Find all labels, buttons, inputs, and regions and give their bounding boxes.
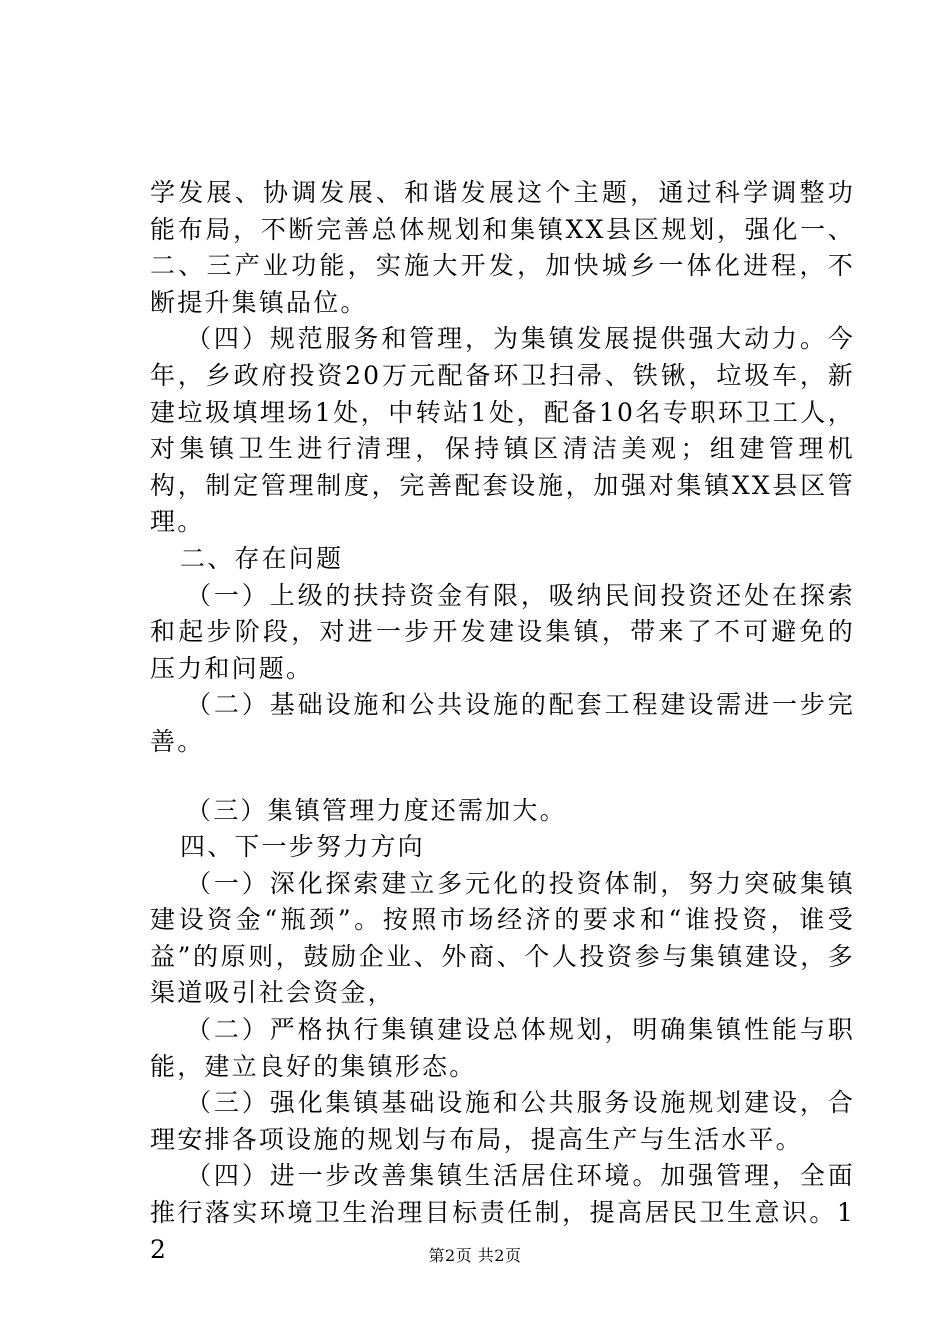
section-heading-next-steps: 四、下一步努力方向 [180, 832, 425, 862]
paragraph-problem-3: （三）集镇管理力度还需加大。 [186, 795, 567, 825]
paragraph-intro-continuation: 学发展、协调发展、和谐发展这个主题，通过科学调整功能布局，不断完善总体规划和集镇XX县区规划，强化一、二、三产业功能，实施大开发，加快城乡一体化进程，不断提升集镇品位。 [150, 178, 855, 317]
paragraph-service-management: （四）规范服务和管理，为集镇发展提供强大动力。今年，乡政府投资20万元配备环卫扫帚、铁锹，垃圾车，新建垃圾填埋场1处，中转站1处，配备10名专职环卫工人，对集镇卫生进行清理，保持镇区清洁美观；组建管理机构，制定管理制度，完善配套设施，加强对集镇XX县区管理。 [150, 324, 855, 537]
paragraph-problem-1: （一）上级的扶持资金有限，吸纳民间投资还处在探索和起步阶段，对进一步开发建设集镇，带来了不可避免的压力和问题。 [150, 580, 855, 683]
blank-line [150, 761, 855, 793]
paragraph-problem-2: （二）基础设施和公共设施的配套工程建设需进一步完善。 [150, 690, 855, 756]
paragraph-step-3: （三）强化集镇基础设施和公共服务设施规划建设，合理安排各项设施的规划与布局，提高生产与生活水平。 [150, 1088, 855, 1154]
document-body [150, 175, 855, 1268]
page-number-footer: 第2页 共2页 [428, 1246, 522, 1265]
paragraph-step-2: （二）严格执行集镇建设总体规划，明确集镇性能与职能，建立良好的集镇形态。 [150, 1015, 855, 1081]
paragraph-step-4: （四）进一步改善集镇生活居住环境。加强管理，全面推行落实环境卫生治理目标责任制，提高居民卫生意识。12 [150, 1161, 855, 1264]
section-heading-problems: 二、存在问题 [180, 543, 344, 573]
paragraph-step-1: （一）深化探索建立多元化的投资体制，努力突破集镇建设资金“瓶颈”。按照市场经济的要求和“谁投资，谁受益”的原则，鼓励企业、外商、个人投资参与集镇建设，多渠道吸引社会资金， [150, 868, 855, 1008]
